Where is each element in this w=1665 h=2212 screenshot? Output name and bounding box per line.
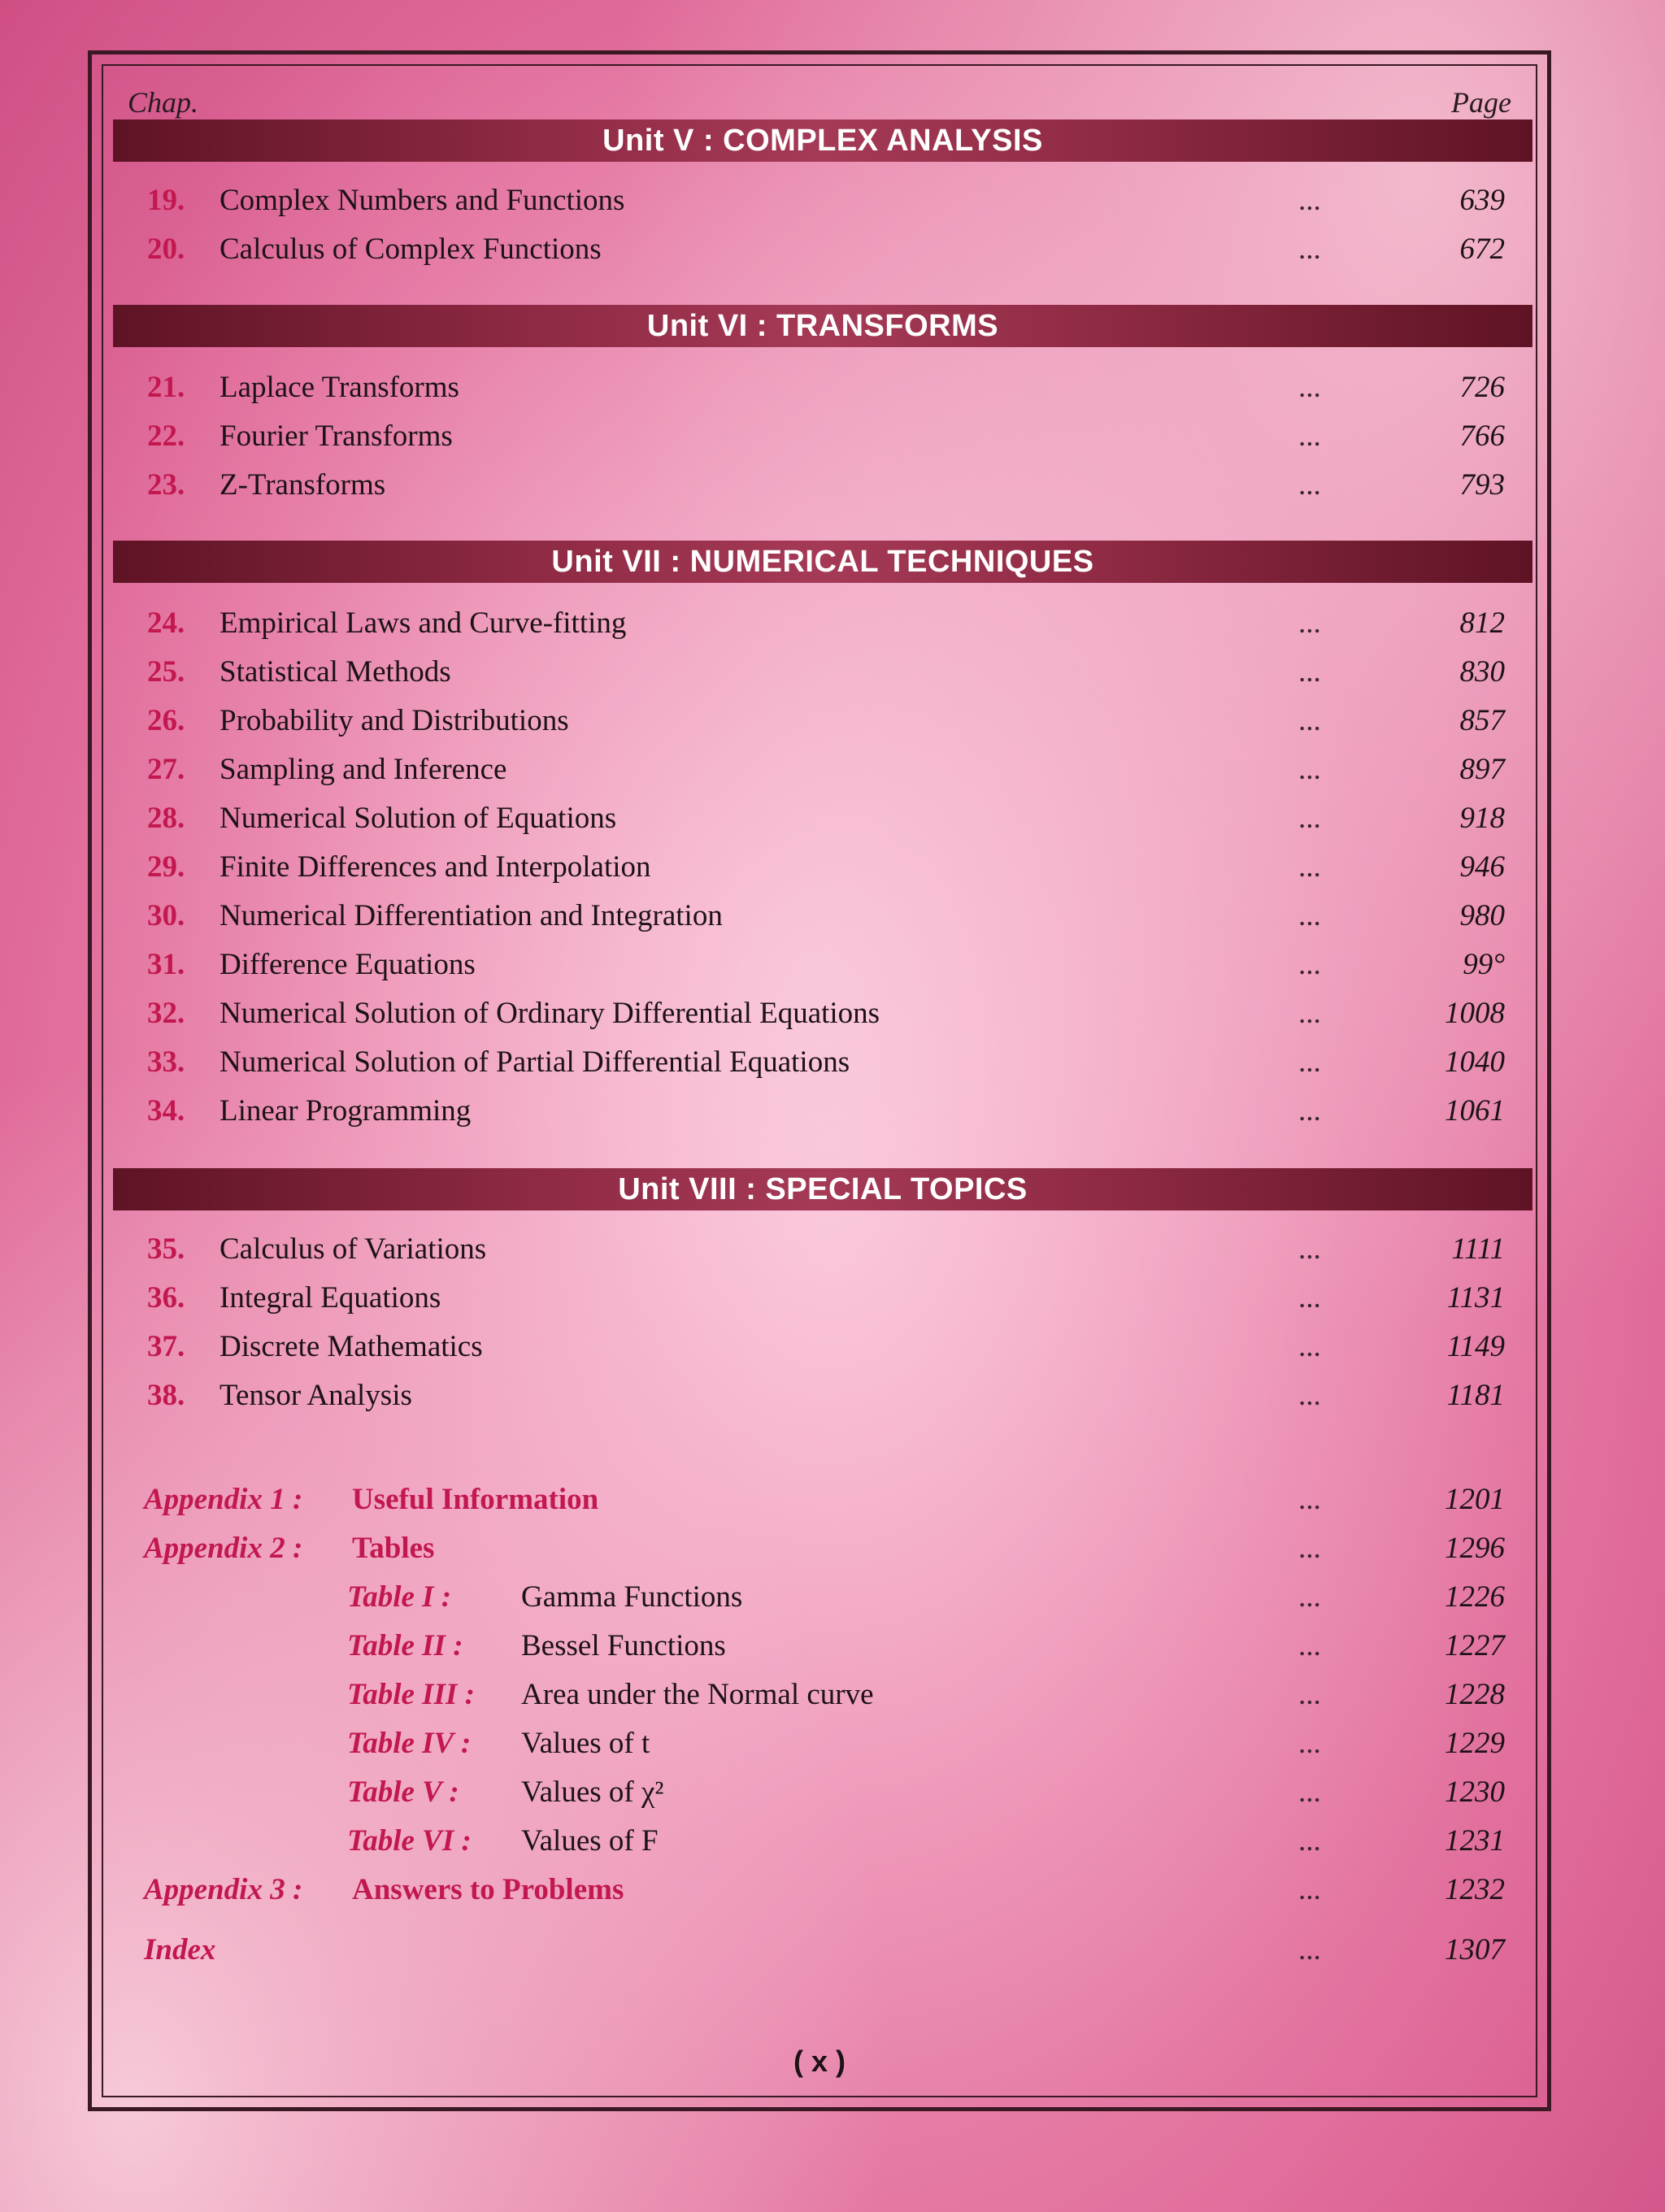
chapter-number: 33. xyxy=(147,1045,185,1079)
leader-dots: ... xyxy=(1298,371,1321,404)
toc-entry[interactable] xyxy=(103,897,1536,936)
leader-dots: ... xyxy=(1298,1532,1321,1565)
leader-dots: ... xyxy=(1298,1483,1321,1516)
table-label: Table I : xyxy=(347,1580,452,1614)
page-number: 1201 xyxy=(1445,1483,1505,1516)
toc-entry[interactable] xyxy=(103,604,1536,643)
leader-dots: ... xyxy=(1298,1824,1321,1858)
page-number: 1229 xyxy=(1445,1727,1505,1760)
chapter-number: 31. xyxy=(147,948,185,981)
page-number: 1228 xyxy=(1445,1678,1505,1711)
toc-entry[interactable] xyxy=(103,994,1536,1033)
page-number: 1232 xyxy=(1445,1873,1505,1906)
page-number: 766 xyxy=(1459,419,1505,453)
chapter-title: Z-Transforms xyxy=(220,468,386,502)
toc-entry[interactable] xyxy=(103,417,1536,456)
unit-vi-header: Unit VI : TRANSFORMS xyxy=(113,305,1532,347)
table-entry[interactable] xyxy=(103,1675,1536,1714)
table-entry[interactable] xyxy=(103,1578,1536,1617)
appendix-title: Tables xyxy=(352,1532,435,1565)
page-number: 639 xyxy=(1459,184,1505,217)
page-number: 793 xyxy=(1459,468,1505,502)
leader-dots: ... xyxy=(1298,1232,1321,1266)
chapter-title: Linear Programming xyxy=(220,1094,472,1128)
page-number: 1008 xyxy=(1445,997,1505,1030)
toc-entry[interactable] xyxy=(103,750,1536,789)
chapter-number: 35. xyxy=(147,1232,185,1266)
chapter-title: Statistical Methods xyxy=(220,655,451,689)
leader-dots: ... xyxy=(1298,232,1321,266)
folio: ( x ) xyxy=(793,2045,846,2078)
appendix-entry[interactable] xyxy=(103,1871,1536,1910)
toc-entry[interactable] xyxy=(103,368,1536,407)
toc-entry[interactable] xyxy=(103,1279,1536,1318)
leader-dots: ... xyxy=(1298,1775,1321,1809)
chapter-title: Discrete Mathematics xyxy=(220,1330,483,1363)
table-title: Gamma Functions xyxy=(521,1580,743,1614)
chapter-title: Numerical Differentiation and Integration xyxy=(220,899,723,932)
toc-entry[interactable] xyxy=(103,1376,1536,1415)
unit-viii-header: Unit VIII : SPECIAL TOPICS xyxy=(113,1168,1532,1210)
toc-entry[interactable] xyxy=(103,848,1536,887)
appendix-entry[interactable] xyxy=(103,1480,1536,1519)
page-number: 1296 xyxy=(1445,1532,1505,1565)
chapter-title: Tensor Analysis xyxy=(220,1379,412,1412)
toc-entry[interactable] xyxy=(103,466,1536,505)
chapter-number: 29. xyxy=(147,850,185,884)
chapter-number: 28. xyxy=(147,802,185,835)
page-number: 1231 xyxy=(1445,1824,1505,1858)
table-label: Table VI : xyxy=(347,1824,472,1858)
chapter-title: Calculus of Variations xyxy=(220,1232,487,1266)
table-entry[interactable] xyxy=(103,1724,1536,1763)
leader-dots: ... xyxy=(1298,704,1321,737)
table-title: Bessel Functions xyxy=(521,1629,726,1662)
leader-dots: ... xyxy=(1298,468,1321,502)
page-number: 1040 xyxy=(1445,1045,1505,1079)
chapter-title: Empirical Laws and Curve-fitting xyxy=(220,606,627,640)
leader-dots: ... xyxy=(1298,1629,1321,1662)
page-number: 918 xyxy=(1459,802,1505,835)
toc-entry[interactable] xyxy=(103,1092,1536,1131)
index-label: Index xyxy=(144,1933,216,1966)
table-label: Table III : xyxy=(347,1678,475,1711)
page-frame xyxy=(88,50,1551,2111)
table-label: Table II : xyxy=(347,1629,463,1662)
table-entry[interactable] xyxy=(103,1822,1536,1861)
unit-vii-header: Unit VII : NUMERICAL TECHNIQUES xyxy=(113,541,1532,583)
table-title: Values of χ² xyxy=(521,1775,664,1809)
table-title: Area under the Normal curve xyxy=(521,1678,874,1711)
appendix-entry[interactable] xyxy=(103,1529,1536,1568)
contents-panel xyxy=(102,64,1537,2097)
leader-dots: ... xyxy=(1298,1933,1321,1966)
page-number: 1131 xyxy=(1446,1281,1505,1315)
leader-dots: ... xyxy=(1298,753,1321,786)
chapter-number: 25. xyxy=(147,655,185,689)
page-number: 1226 xyxy=(1445,1580,1505,1614)
page-number: 1149 xyxy=(1446,1330,1505,1363)
toc-entry[interactable] xyxy=(103,799,1536,838)
appendix-title: Useful Information xyxy=(352,1483,599,1516)
chapter-title: Calculus of Complex Functions xyxy=(220,232,602,266)
chap-column-label: Chap. xyxy=(128,86,199,119)
index-entry[interactable] xyxy=(103,1931,1536,1970)
leader-dots: ... xyxy=(1298,606,1321,640)
chapter-number: 38. xyxy=(147,1379,185,1412)
toc-entry[interactable] xyxy=(103,1043,1536,1082)
page-number: 1227 xyxy=(1445,1629,1505,1662)
leader-dots: ... xyxy=(1298,1580,1321,1614)
leader-dots: ... xyxy=(1298,1873,1321,1906)
leader-dots: ... xyxy=(1298,899,1321,932)
leader-dots: ... xyxy=(1298,1330,1321,1363)
page-number: 726 xyxy=(1459,371,1505,404)
chapter-title: Complex Numbers and Functions xyxy=(220,184,625,217)
page-number: 1111 xyxy=(1451,1232,1505,1266)
leader-dots: ... xyxy=(1298,419,1321,453)
chapter-number: 30. xyxy=(147,899,185,932)
chapter-number: 36. xyxy=(147,1281,185,1315)
chapter-number: 20. xyxy=(147,232,185,266)
leader-dots: ... xyxy=(1298,655,1321,689)
table-entry[interactable] xyxy=(103,1627,1536,1666)
appendix-title: Answers to Problems xyxy=(352,1873,624,1906)
page-number: 946 xyxy=(1459,850,1505,884)
leader-dots: ... xyxy=(1298,948,1321,981)
appendix-label: Appendix 3 : xyxy=(144,1873,303,1906)
chapter-number: 22. xyxy=(147,419,185,453)
chapter-title: Integral Equations xyxy=(220,1281,441,1315)
leader-dots: ... xyxy=(1298,850,1321,884)
page-number: 980 xyxy=(1459,899,1505,932)
table-entry[interactable] xyxy=(103,1773,1536,1812)
chapter-number: 37. xyxy=(147,1330,185,1363)
page-number: 672 xyxy=(1459,232,1505,266)
chapter-title: Laplace Transforms xyxy=(220,371,459,404)
toc-entry[interactable] xyxy=(103,181,1536,220)
table-label: Table IV : xyxy=(347,1727,472,1760)
leader-dots: ... xyxy=(1298,802,1321,835)
toc-entry[interactable] xyxy=(103,230,1536,269)
page-column-label: Page xyxy=(1451,86,1511,119)
chapter-title: Probability and Distributions xyxy=(220,704,569,737)
toc-entry[interactable] xyxy=(103,1230,1536,1269)
chapter-number: 34. xyxy=(147,1094,185,1128)
page-number: 1230 xyxy=(1445,1775,1505,1809)
page-number: 812 xyxy=(1459,606,1505,640)
leader-dots: ... xyxy=(1298,1727,1321,1760)
chapter-title: Numerical Solution of Partial Differential Equations xyxy=(220,1045,850,1079)
chapter-number: 23. xyxy=(147,468,185,502)
table-title: Values of F xyxy=(521,1824,659,1858)
page-number: 1181 xyxy=(1446,1379,1505,1412)
chapter-number: 24. xyxy=(147,606,185,640)
page-number: 1061 xyxy=(1445,1094,1505,1128)
page-number: 857 xyxy=(1459,704,1505,737)
chapter-title: Numerical Solution of Ordinary Differential Equations xyxy=(220,997,880,1030)
toc-entry[interactable] xyxy=(103,653,1536,692)
chapter-number: 19. xyxy=(147,184,185,217)
toc-entry[interactable] xyxy=(103,945,1536,984)
chapter-title: Numerical Solution of Equations xyxy=(220,802,617,835)
chapter-number: 32. xyxy=(147,997,185,1030)
table-title: Values of t xyxy=(521,1727,650,1760)
toc-entry[interactable] xyxy=(103,1328,1536,1367)
leader-dots: ... xyxy=(1298,997,1321,1030)
page-number: 1307 xyxy=(1445,1933,1505,1966)
unit-v-header: Unit V : COMPLEX ANALYSIS xyxy=(113,120,1532,162)
leader-dots: ... xyxy=(1298,1379,1321,1412)
table-label: Table V : xyxy=(347,1775,459,1809)
page-number: 830 xyxy=(1459,655,1505,689)
leader-dots: ... xyxy=(1298,184,1321,217)
chapter-title: Finite Differences and Interpolation xyxy=(220,850,651,884)
chapter-title: Difference Equations xyxy=(220,948,476,981)
leader-dots: ... xyxy=(1298,1281,1321,1315)
chapter-title: Sampling and Inference xyxy=(220,753,507,786)
toc-entry[interactable] xyxy=(103,702,1536,741)
leader-dots: ... xyxy=(1298,1094,1321,1128)
page-number: 897 xyxy=(1459,753,1505,786)
appendix-label: Appendix 1 : xyxy=(144,1483,303,1516)
page-number: 99° xyxy=(1463,948,1505,981)
leader-dots: ... xyxy=(1298,1045,1321,1079)
chapter-number: 21. xyxy=(147,371,185,404)
chapter-number: 27. xyxy=(147,753,185,786)
chapter-title: Fourier Transforms xyxy=(220,419,453,453)
chapter-number: 26. xyxy=(147,704,185,737)
appendix-label: Appendix 2 : xyxy=(144,1532,303,1565)
leader-dots: ... xyxy=(1298,1678,1321,1711)
